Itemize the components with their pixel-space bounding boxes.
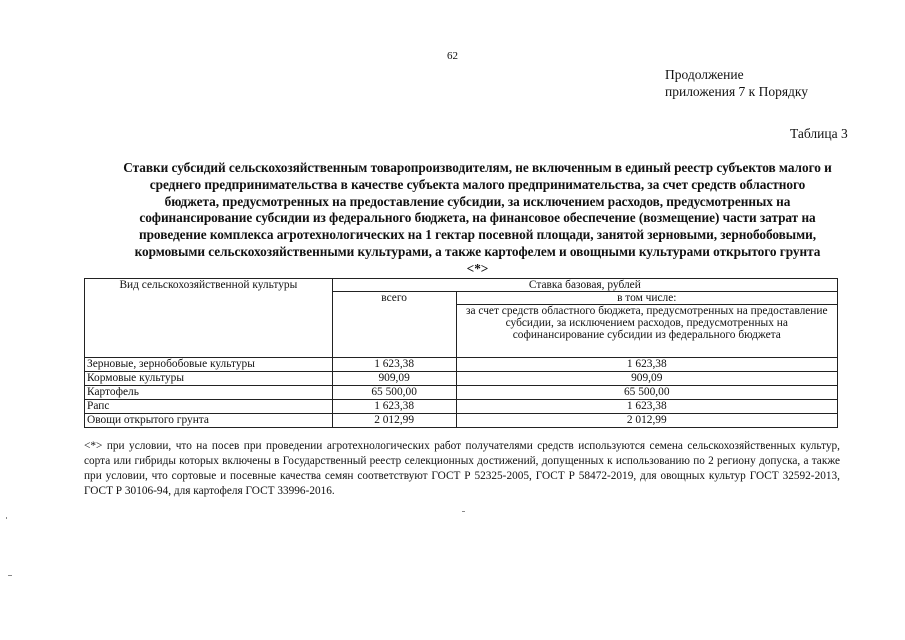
scan-speck [462,511,465,512]
continuation-note [665,66,808,100]
table-row [85,372,838,386]
total-cell: 1 623,38 [332,358,456,372]
table-row [85,414,838,428]
scan-speck [8,575,12,576]
header-regional-budget: за счет средств областного бюджета, предусмотренных на предоставление субсидии, за исключением расходов, предусмотренных на софинансирование субсидии из федерального бюджета [456,305,837,358]
crop-cell: Овощи открытого грунта [85,414,333,428]
footnote: <*> при условии, что на посев при проведении агротехнологических работ получателями средств используются семена сельскохозяйственных культур, сорта или гибриды которых включены в Государственный реестр селекционных достижений, допущенных к использованию по 2 региону допуска, а также при условии, что сортовые и посевные качества семян соответствуют ГОСТ Р 52325-2005, ГОСТ Р 58472-2019, для овощных культур ГОСТ 32592-2013, ГОСТ Р 30106-94, для картофеля ГОСТ 33996-2016. [84,440,840,497]
regional-cell: 2 012,99 [456,414,837,428]
title-line: Ставки субсидий сельскохозяйственным товаропроизводителям, не включенным в единый реестр субъектов малого и [123,160,832,175]
total-cell: 2 012,99 [332,414,456,428]
total-cell: 909,09 [332,372,456,386]
title-line: бюджета, предусмотренных на предоставление субсидии, за исключением расходов, предусмотренных на [164,193,791,209]
header-total: всего [332,292,456,358]
total-cell: 65 500,00 [332,386,456,400]
title-line: проведение комплекса агротехнологических на 1 гектар посевной площади, занятой зерновыми, зернобобовыми, [138,227,817,243]
total-cell: 1 623,38 [332,400,456,414]
title-footnote-mark: <*> [466,260,489,276]
continuation-line-2: приложения 7 к Порядку [665,84,809,99]
title-line: софинансирование субсидии из федерального бюджета, на финансовое обеспечение (возмещение) части затрат на [139,210,816,226]
table-row [85,386,838,400]
crop-cell: Рапс [85,400,333,414]
regional-cell: 1 623,38 [456,358,837,372]
continuation-line-1: Продолжение [665,67,744,82]
title-line: кормовыми сельскохозяйственными культурами, а также картофелем и овощными культурами открытого грунта [134,243,821,259]
table-row [85,358,838,372]
regional-cell: 1 623,38 [456,400,837,414]
document-title [85,160,870,278]
regional-cell: 65 500,00 [456,386,837,400]
crop-cell: Кормовые культуры [85,372,333,386]
table-row [85,400,838,414]
crop-cell: Зерновые, зернобобовые культуры [85,358,333,372]
table-number: Таблица 3 [790,126,848,141]
header-including: в том числе: [456,292,837,305]
header-crop-type: Вид сельскохозяйственной культуры [85,279,333,358]
header-base-rate: Ставка базовая, рублей [332,279,837,292]
scan-speck [6,517,7,519]
title-line: среднего предпринимательства в качестве субъекта малого предпринимательства, за счет средств областного [149,176,806,192]
rates-table [84,278,838,428]
page-number: 62 [447,50,458,62]
regional-cell: 909,09 [456,372,837,386]
crop-cell: Картофель [85,386,333,400]
